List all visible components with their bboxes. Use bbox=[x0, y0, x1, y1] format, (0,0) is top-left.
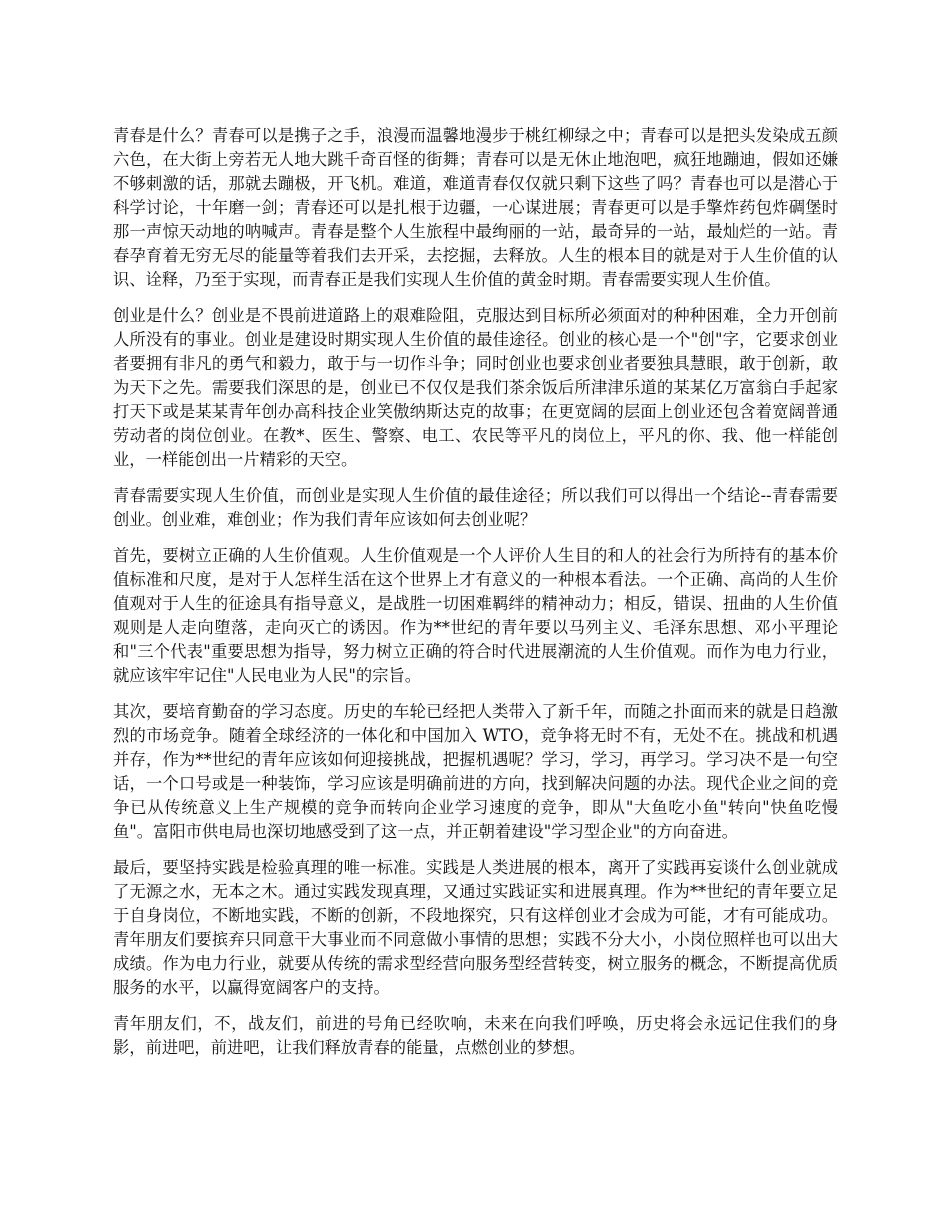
paragraph-closing: 青年朋友们，不，战友们，前进的号角已经吹响，未来在向我们呼唤，历史将会永远记住我们的身影，前进吧，前进吧，让我们释放青春的能量，点燃创业的梦想。 bbox=[113, 1014, 838, 1057]
paragraph-youth: 青春是什么？青春可以是携子之手，浪漫而温馨地漫步于桃红柳绿之中；青春可以是把头发染成五颜六色，在大街上旁若无人地大跳千奇百怪的街舞；青春可以是无休止地泡吧，疯狂地蹦迪，假如还嫌不够刺激的话，那就去蹦极，开飞机。难道，难道青春仅仅就只剩下这些了吗？青春也可以是潜心于科学讨论，十年磨一剑；青春还可以是扎根于边疆，一心谋进展；青春更可以是手擎炸药包炸碉堡时那一声惊天动地的呐喊声。青春是整个人生旅程中最绚丽的一站，最奇异的一站，最灿烂的一站。青春孕育着无穷无尽的能量等着我们去开采，去挖掘，去释放。人生的根本目的就是对于人生价值的认识、诠释，乃至于实现，而青春正是我们实现人生价值的黄金时期。青春需要实现人生价值。 bbox=[113, 126, 838, 289]
paragraph-conclusion: 青春需要实现人生价值，而创业是实现人生价值的最佳途径；所以我们可以得出一个结论--青春需要创业。创业难，难创业；作为我们青年应该如何去创业呢？ bbox=[113, 486, 838, 529]
paragraph-entrepreneurship: 创业是什么？创业是不畏前进道路上的艰难险阻，克服达到目标所必须面对的种种困难，全力开创前人所没有的事业。创业是建设时期实现人生价值的最佳途径。创业的核心是一个"创"字，它要求创业者要拥有非凡的勇气和毅力，敢于与一切作斗争；同时创业也要求创业者要独具慧眼，敢于创新，敢为天下之先。需要我们深思的是，创业已不仅仅是我们茶余饭后所津津乐道的某某亿万富翁白手起家打天下或是某某青年创办高科技企业笑傲纳斯达克的故事；在更宽阔的层面上创业还包含着宽阔普通劳动者的岗位创业。在教*、医生、警察、电工、农民等平凡的岗位上，平凡的你、我、他一样能创业，一样能创出一片精彩的天空。 bbox=[113, 306, 838, 469]
paragraph-third-practice: 最后，要坚持实践是检验真理的唯一标准。实践是人类进展的根本，离开了实践再妄谈什么创业就成了无源之水，无本之木。通过实践发现真理，又通过实践证实和进展真理。作为**世纪的青年要立足于自身岗位，不断地实践，不断的创新，不段地探究，只有这样创业才会成为可能，才有可能成功。青年朋友们要摈弃只同意干大事业而不同意做小事情的思想；实践不分大小，小岗位照样也可以出大成绩。作为电力行业，就要从传统的需求型经营向服务型经营转变，树立服务的概念，不断提高优质服务的水平，以赢得宽阔客户的支持。 bbox=[113, 858, 838, 997]
paragraph-second-learning: 其次，要培育勤奋的学习态度。历史的车轮已经把人类带入了新千年，而随之扑面而来的就是日趋激烈的市场竞争。随着全球经济的一体化和中国加入 WTO，竞争将无时不有，无处不在。挑战和机遇并存，作为**世纪的青年应该如何迎接挑战，把握机遇呢？学习，学习，再学习。学习决不是一句空话，一个口号或是一种装饰，学习应该是明确前进的方向，找到解决问题的办法。现代企业之间的竞争已从传统意义上生产规模的竞争而转向企业学习速度的竞争，即从"大鱼吃小鱼"转向"快鱼吃慢鱼"。富阳市供电局也深切地感受到了这一点，并正朝着建设"学习型企业"的方向奋进。 bbox=[113, 702, 838, 841]
paragraph-first-values: 首先，要树立正确的人生价值观。人生价值观是一个人评价人生目的和人的社会行为所持有的基本价值标准和尺度，是对于人怎样生活在这个世界上才有意义的一种根本看法。一个正确、高尚的人生价值观对于人生的征途具有指导意义，是战胜一切困难羁绊的精神动力；相反，错误、扭曲的人生价值观则是人走向堕落，走向灭亡的诱因。作为**世纪的青年要以马列主义、毛泽东思想、邓小平理论和"三个代表"重要思想为指导，努力树立正确的符合时代进展潮流的人生价值观。而作为电力行业，就应该牢牢记住"人民电业为人民"的宗旨。 bbox=[113, 546, 838, 685]
document-body bbox=[113, 124, 838, 1072]
